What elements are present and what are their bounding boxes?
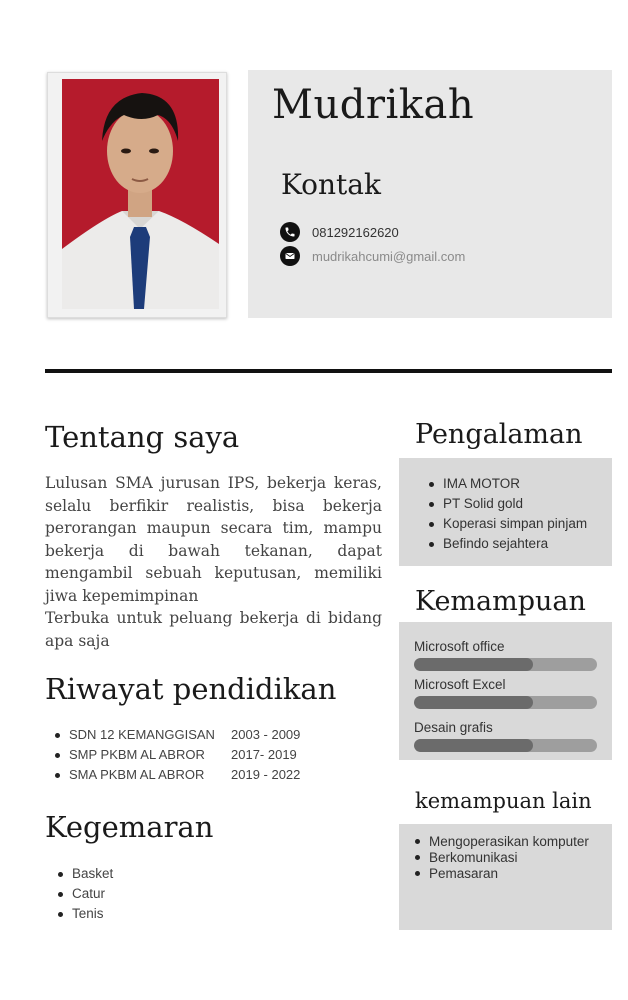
- skill-bar-track: [414, 658, 597, 671]
- experience-label: Koperasi simpan pinjam: [443, 516, 588, 531]
- contact-email-row: [280, 246, 465, 266]
- other-skill-label: Berkomunikasi: [429, 850, 518, 865]
- bullet-icon: [415, 839, 420, 844]
- list-item: [429, 534, 612, 554]
- experience-heading: Pengalaman: [415, 419, 583, 450]
- education-school: SDN 12 KEMANGGISAN: [69, 727, 215, 742]
- skill-bar-track: [414, 696, 597, 709]
- education-years: 2017- 2019: [231, 747, 297, 762]
- contact-phone-row: [280, 222, 399, 242]
- profile-photo-frame: [47, 72, 227, 318]
- skill-item: [414, 676, 599, 709]
- skill-label: Desain grafis: [414, 720, 493, 735]
- hobbies-list: [58, 864, 113, 924]
- skill-label: Microsoft office: [414, 639, 505, 654]
- skill-bar-fill: [414, 696, 533, 709]
- skill-bar-track: [414, 739, 597, 752]
- experience-panel: [399, 458, 612, 566]
- bullet-icon: [55, 773, 60, 778]
- email-address[interactable]: mudrikahcumi@gmail.com: [312, 248, 466, 264]
- bullet-icon: [55, 753, 60, 758]
- bullet-icon: [415, 871, 420, 876]
- list-item: [55, 765, 300, 785]
- section-divider: [45, 369, 612, 373]
- skill-item: [414, 638, 599, 671]
- experience-label: Befindo sejahtera: [443, 536, 549, 551]
- bullet-icon: [429, 542, 434, 547]
- email-icon: [280, 246, 300, 266]
- list-item: [429, 474, 612, 494]
- bullet-icon: [415, 855, 420, 860]
- hobbies-heading: Kegemaran: [45, 810, 214, 844]
- phone-icon: [280, 222, 300, 242]
- header-panel: [248, 70, 612, 318]
- education-school: SMA PKBM AL ABROR: [69, 767, 205, 782]
- experience-list: [399, 458, 612, 554]
- other-skills-panel: [399, 824, 612, 930]
- hobby-label: Catur: [72, 886, 106, 901]
- list-item: [415, 834, 612, 850]
- list-item: [58, 864, 113, 884]
- skills-heading: Kemampuan: [415, 586, 586, 617]
- skill-label: Microsoft Excel: [414, 677, 506, 692]
- list-item: [55, 745, 300, 765]
- list-item: [429, 514, 612, 534]
- bullet-icon: [55, 733, 60, 738]
- education-school: SMP PKBM AL ABROR: [69, 747, 205, 762]
- list-item: [58, 884, 113, 904]
- education-heading: Riwayat pendidikan: [45, 672, 337, 706]
- other-skills-heading: kemampuan lain: [415, 789, 592, 813]
- person-name: Mudrikah: [272, 82, 475, 128]
- hobby-label: Basket: [72, 866, 114, 881]
- portrait-illustration: [62, 79, 219, 309]
- list-item: [415, 866, 612, 882]
- about-paragraph-2: Terbuka untuk peluang bekerja di bidang apa saja: [45, 609, 382, 650]
- experience-label: IMA MOTOR: [443, 476, 521, 491]
- skill-bar-fill: [414, 658, 533, 671]
- list-item: [415, 850, 612, 866]
- list-item: [58, 904, 113, 924]
- about-heading: Tentang saya: [45, 420, 240, 454]
- other-skill-label: Pemasaran: [429, 866, 499, 881]
- bullet-icon: [429, 502, 434, 507]
- bullet-icon: [429, 522, 434, 527]
- list-item: [55, 725, 300, 745]
- skills-panel: [399, 622, 612, 760]
- hobby-label: Tenis: [72, 906, 104, 921]
- skill-item: [414, 719, 599, 752]
- education-years: 2003 - 2009: [231, 727, 301, 742]
- phone-number[interactable]: 081292162620: [312, 224, 399, 240]
- about-text: [45, 472, 382, 652]
- other-skills-list: [399, 824, 612, 882]
- bullet-icon: [58, 872, 63, 877]
- list-item: [429, 494, 612, 514]
- other-skill-label: Mengoperasikan komputer: [429, 834, 589, 849]
- skill-bar-fill: [414, 739, 533, 752]
- about-paragraph-1: Lulusan SMA jurusan IPS, bekerja keras, selalu berfikir realistis, bisa bekerja perorangan maupun secara tim, mampu bekerja di bawah tekanan, dapat mengambil sebuah keputusan, memiliki jiwa kepemimpinan: [45, 474, 382, 605]
- bullet-icon: [58, 912, 63, 917]
- bullet-icon: [429, 482, 434, 487]
- contact-heading: Kontak: [281, 168, 381, 201]
- education-years: 2019 - 2022: [231, 767, 301, 782]
- bullet-icon: [58, 892, 63, 897]
- experience-label: PT Solid gold: [443, 496, 524, 511]
- education-list: [55, 725, 300, 785]
- profile-photo: [62, 79, 219, 309]
